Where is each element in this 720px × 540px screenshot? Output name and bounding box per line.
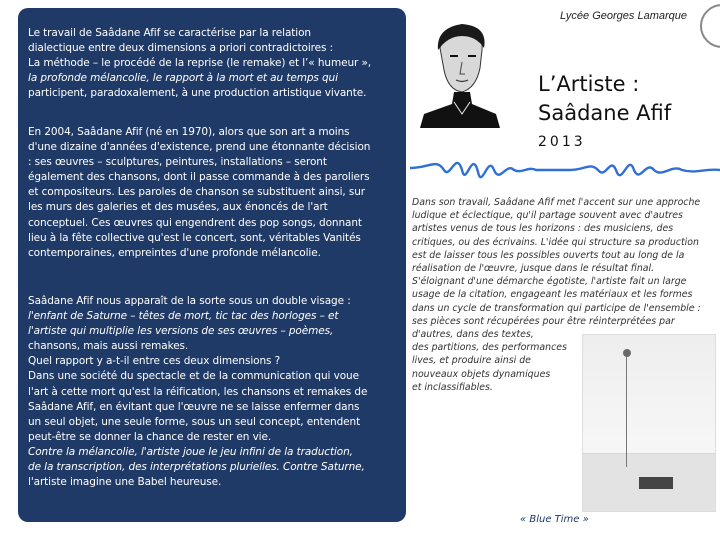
text-line: critiques, ou des écrivains. L'idée qui structure sa production	[412, 236, 699, 248]
text-line: l'enfant de Saturne – têtes de mort, tic tac des horloges – et	[28, 310, 339, 323]
title-line: L’Artiste :	[538, 72, 640, 96]
text-line: des partitions, des performances	[412, 342, 567, 354]
paragraph-history	[28, 125, 403, 261]
text-line: de la transcription, des interprétations plurielles. Contre Saturne,	[28, 461, 365, 474]
text-line: artistes venus de tous les horizons : des musiciens, des	[412, 223, 674, 235]
text-line: réalisation de l'œuvre, jusque dans le résultat final.	[412, 263, 655, 275]
text-line: Saâdane Afif, en évitant que l'œuvre ne se laisse enfermer dans	[28, 400, 360, 413]
text-line: ludique et éclectique, qu'il partage souvent avec d'autres	[412, 210, 683, 222]
text-line: La méthode – le procédé de la reprise (le remake) et l’« humeur »,	[28, 57, 372, 70]
text-line: peut-être se donner la chance de rester en vie.	[28, 430, 272, 443]
text-line: lieu à la fête collective qu'est le concert, sont, véritables Vanités	[28, 231, 361, 244]
text-line: Dans son travail, Saâdane Afif met l'accent sur une approche	[412, 197, 701, 208]
sound-wave-decoration	[410, 140, 720, 200]
text-line: l'artiste qui multiplie les versions de ses œuvres – poèmes,	[28, 325, 334, 338]
text-line: dans un cycle de transformation qui participe de l'ensemble :	[412, 302, 701, 314]
paragraph-intro	[28, 26, 403, 101]
text-line: Dans une société du spectacle et de la communication qui voue	[28, 370, 359, 383]
text-line: En 2004, Saâdane Afif (né en 1970), alors que son art a moins	[28, 126, 350, 138]
text-line: conceptuel. Ces œuvres qui engendrent des pop songs, donnant	[28, 216, 362, 229]
text-line: la profonde mélancolie, le rapport à la mort et au temps qui	[28, 72, 338, 85]
photo-caption: « Blue Time »	[520, 514, 589, 525]
year: 2013	[538, 134, 586, 150]
text-line: usage de la citation, engageant les matériaux et les formes	[412, 289, 693, 301]
device-box	[639, 477, 673, 489]
text-line: et inclassifiables.	[412, 381, 493, 393]
speaker-object	[623, 349, 631, 357]
text-line: contemporaines, empreintes d'une profonde mélancolie.	[28, 246, 321, 259]
text-line: Quel rapport y a-t-il entre ces deux dimensions ?	[28, 355, 281, 368]
text-line: dialectique entre deux dimensions a priori contradictoires :	[28, 42, 334, 55]
text-line: d'une dizaine d'années d'existence, prend une étonnante décision	[28, 141, 371, 154]
artwork-photo	[582, 334, 716, 512]
text-line: chansons, mais aussi remakes.	[28, 340, 189, 353]
text-line: Le travail de Saâdane Afif se caractérise par la relation	[28, 27, 311, 39]
text-line: Contre la mélancolie, l'artiste joue le jeu infini de la traduction,	[28, 445, 353, 458]
text-line: l'artiste imagine une Babel heureuse.	[28, 476, 222, 489]
text-line: Saâdane Afif nous apparaît de la sorte sous un double visage :	[28, 295, 351, 307]
text-line: et compositeurs. Les paroles de chanson se substituent ainsi, sur	[28, 186, 366, 199]
text-line: ses pièces sont récupérées pour être réinterprétées par	[412, 315, 675, 327]
photo-wall-line	[583, 453, 715, 454]
text-panel	[18, 8, 406, 522]
text-line: également des chansons, dont il passe commande à des paroliers	[28, 171, 370, 184]
text-line: : ses œuvres – sculptures, peintures, installations – seront	[28, 156, 327, 169]
text-line: l'art à cette mort qu'est la réification, les chansons et remakes de	[28, 385, 368, 398]
speaker-cable	[626, 357, 627, 467]
text-line: d'autres, dans des textes,	[412, 329, 534, 341]
text-line: participent, paradoxalement, à une production artistique vivante.	[28, 87, 367, 100]
text-line: est de laisser tous les possibles ouverts tout au long de la	[412, 249, 685, 261]
text-line: S'éloignant d'une démarche égotiste, l'artiste fait un large	[412, 276, 687, 288]
school-name: Lycée Georges Lamarque	[560, 10, 687, 22]
text-line: un seul objet, une seule forme, sous un seul concept, entendent	[28, 415, 361, 428]
paragraph-double-face	[28, 294, 403, 490]
text-line: nouveaux objets dynamiques	[412, 368, 551, 380]
title-line: Saâdane Afif	[538, 101, 672, 125]
artist-title	[538, 70, 718, 128]
text-line: lives, et produire ainsi de	[412, 355, 531, 367]
artist-portrait	[414, 18, 506, 128]
text-line: les murs des galeries et des musées, aux énoncés de l'art	[28, 201, 328, 214]
